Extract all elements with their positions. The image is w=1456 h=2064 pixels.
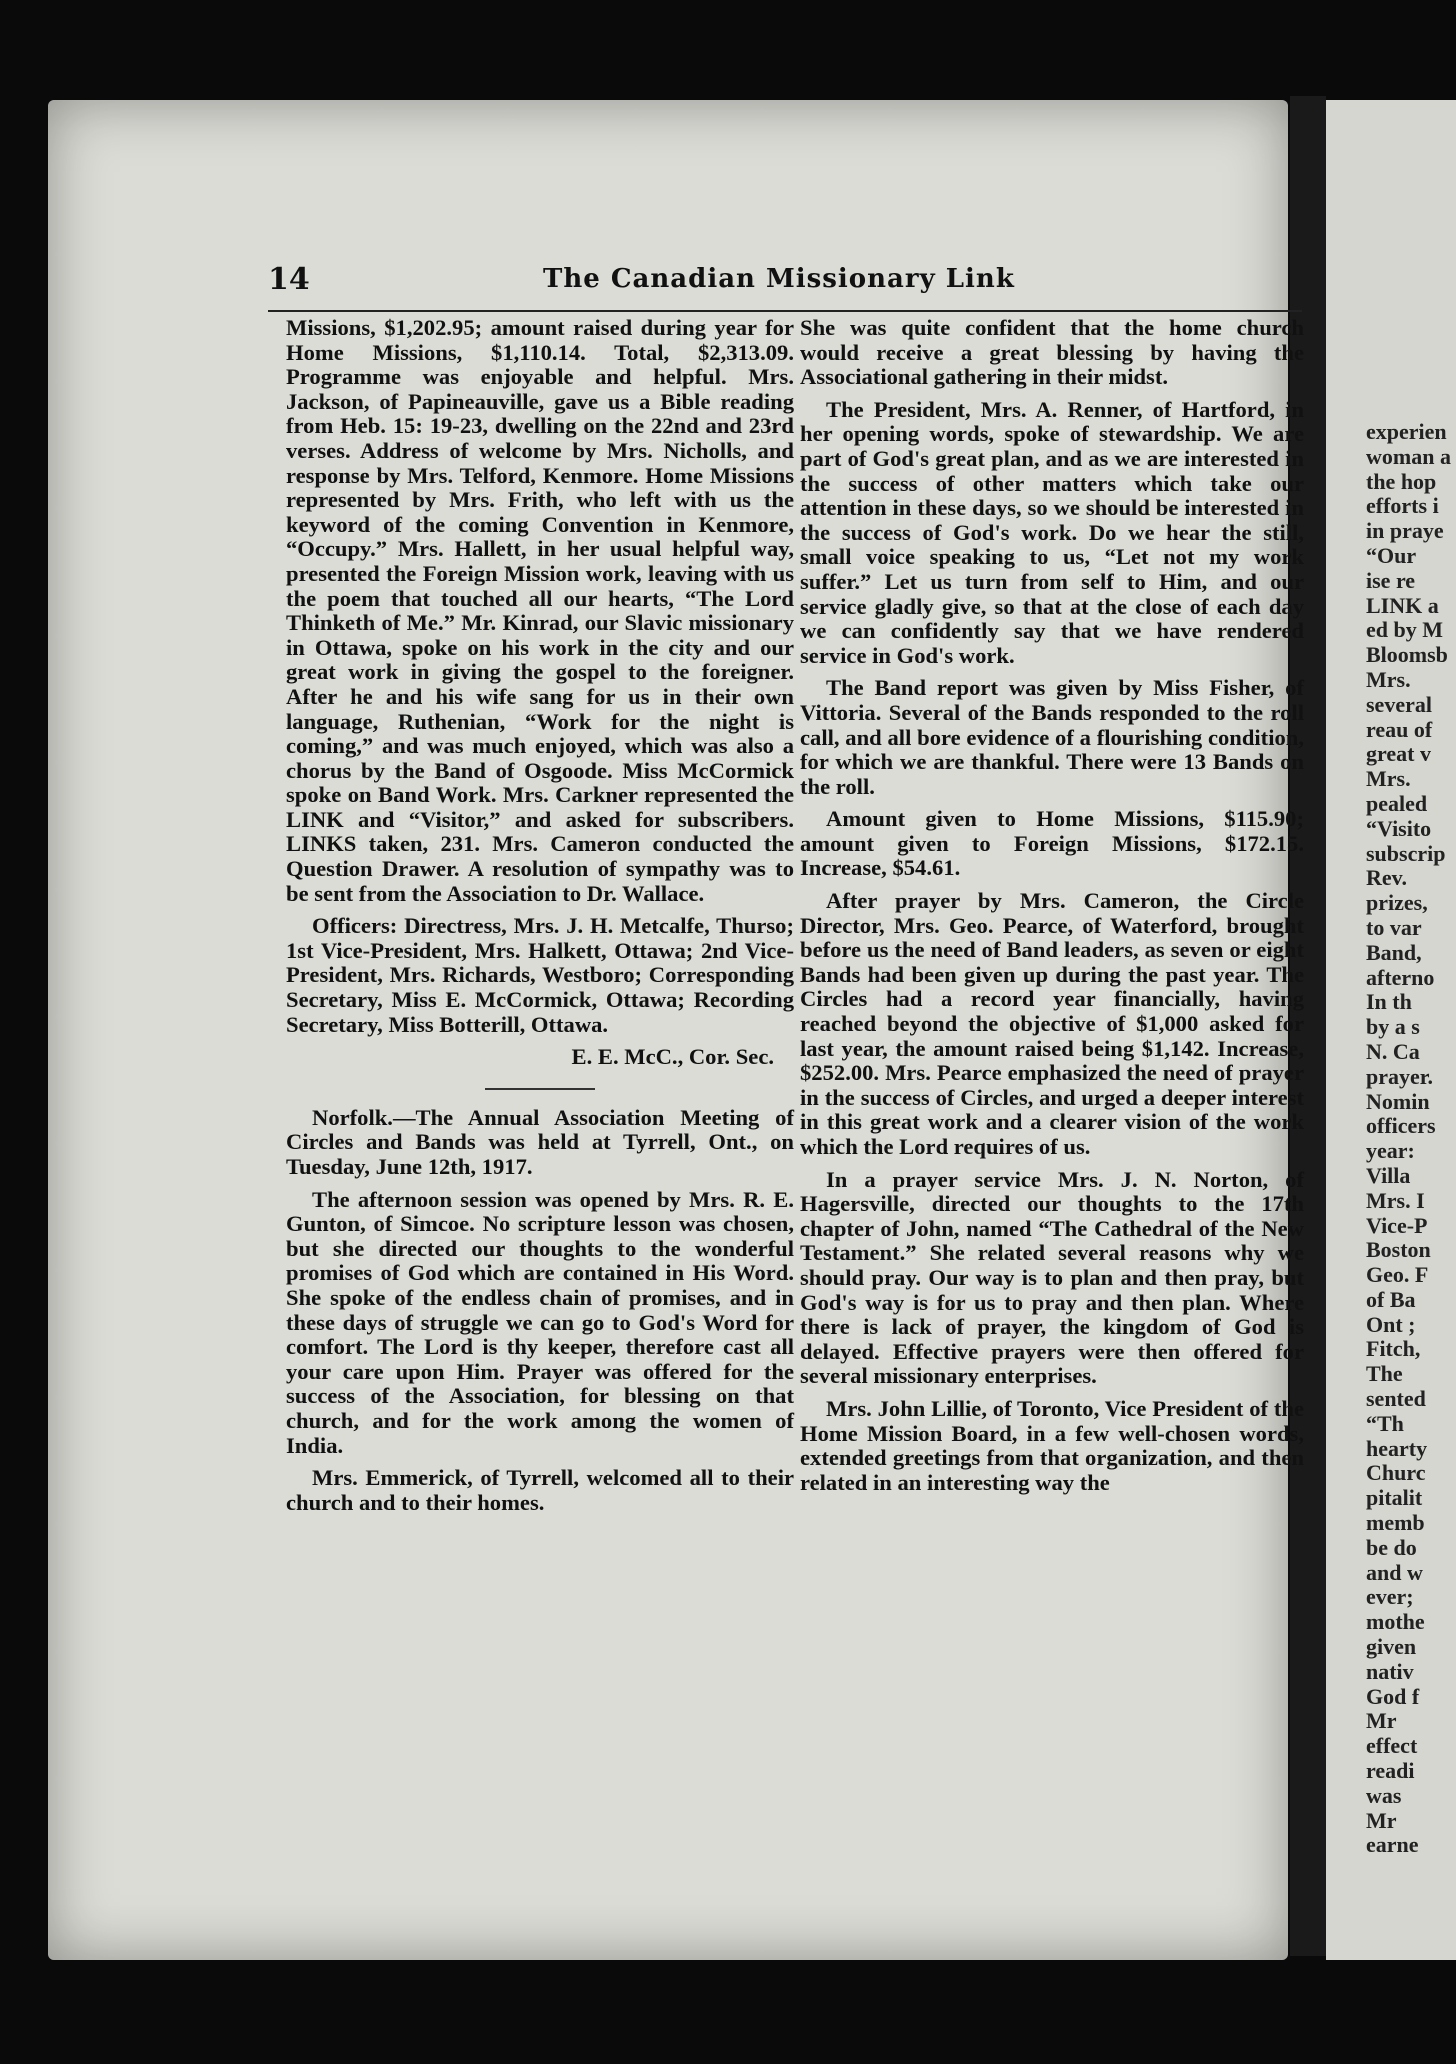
fragment-line: Boston <box>1366 1237 1431 1263</box>
fragment-line: hearty <box>1366 1435 1428 1461</box>
paragraph: Mrs. John Lillie, of Toronto, Vice President of the Home Mission Board, in a few well-chosen words, extended greetings from that organization, and then related in an interesting way the <box>800 1395 1304 1495</box>
fragment-line: of Ba <box>1366 1286 1416 1312</box>
fragment-line: Band, <box>1366 939 1422 965</box>
fragment-line: The <box>1366 1361 1403 1387</box>
paragraph: Officers: Directress, Mrs. J. H. Metcalfe, Thurso; 1st Vice-President, Mrs. Halkett, Ottawa; 2nd Vice-President, Mrs. Richards, Westboro; Corresponding Secretary, Miss E. McCormick, Ottawa; Recording Secretary, Miss Botterill, Ottawa. <box>286 913 794 1037</box>
signature: E. E. McC., Cor. Sec. <box>571 1044 774 1070</box>
fragment-line: be do <box>1366 1534 1417 1560</box>
facing-page-fragments <box>1326 100 1456 1858</box>
paragraph: She was quite confident that the home church would receive a great blessing by having the Associational gathering in their midst. <box>800 315 1304 390</box>
fragment-line: Fitch, <box>1366 1336 1421 1362</box>
fragment-line: afterno <box>1366 964 1435 990</box>
paragraph: The President, Mrs. A. Renner, of Hartford, in her opening words, spoke of stewardship. We are part of God's great plan, and as we are interested in the success of other matters which take our attention in these days, so we should be interested in the success of God's work. Do we hear the still, small voice speaking to us, “Let not my work suffer.” Let us turn from self to Him, and our service gladly give, so that at the close of each day we can confidently say that we have rendered service in God's work. <box>800 396 1304 668</box>
paragraph: In a prayer service Mrs. J. N. Norton, of Hagersville, directed our thoughts to the 17th chapter of John, named “The Cathedral of the New Testament.” She related several reasons why we should pray. Our way is to plan and then pray, but God's way is for us to pray and then plan. Where there is lack of prayer, the kingdom of God is delayed. Effective prayers were then offered for several missionary enterprises. <box>800 1166 1304 1389</box>
running-title: The Canadian Missionary Link <box>543 264 1015 294</box>
fragment-line: Ont ; <box>1366 1311 1416 1337</box>
fragment-line: Nomin <box>1366 1088 1430 1114</box>
fragment-line: pitalit <box>1366 1485 1423 1511</box>
fragment-line: Mrs. <box>1366 666 1411 692</box>
fragment-line: the hop <box>1366 468 1437 494</box>
fragment-line: pealed <box>1366 790 1428 816</box>
header-rule <box>268 310 1302 312</box>
page-header <box>268 262 1302 302</box>
fragment-line: Mrs. <box>1366 766 1411 792</box>
fragment-line: subscrip <box>1366 840 1446 866</box>
fragment-line: “Our <box>1366 542 1417 568</box>
fragment-line: reau of <box>1366 716 1433 742</box>
paragraph: The Band report was given by Miss Fisher, of Vittoria. Several of the Bands responded to the roll call, and all bore evidence of a flourishing condition, for which we are thankful. There were 13 Bands on the roll. <box>800 675 1304 799</box>
paragraph: After prayer by Mrs. Cameron, the Circle Director, Mrs. Geo. Pearce, of Waterford, brought before us the need of Band leaders, as seven or eight Bands had been given up during the past year. The Circles had a record year financially, having reached beyond the objective of $1,000 asked for last year, the amount raised being $1,142. Increase, $252.00. Mrs. Pearce emphasized the need of prayer in the success of Circles, and urged a deeper interest in this great work and a clearer vision of the work which the Lord requires of us. <box>800 888 1304 1159</box>
fragment-line: LINK a <box>1366 592 1439 618</box>
fragment-line: mothe <box>1366 1609 1425 1635</box>
fragment-line: sented <box>1366 1386 1426 1412</box>
fragment-line: nativ <box>1366 1658 1414 1684</box>
paragraph: Norfolk.—The Annual Association Meeting of Circles and Bands was held at Tyrrell, Ont., on Tuesday, June 12th, 1917. <box>286 1104 794 1179</box>
fragment-line: in praye <box>1366 518 1444 544</box>
fragment-line: “Th <box>1366 1410 1404 1436</box>
fragment-line: experien <box>1366 419 1447 444</box>
fragment-line: was <box>1366 1782 1402 1808</box>
fragment-line: readi <box>1366 1758 1415 1784</box>
fragment-line: Mr <box>1366 1807 1397 1833</box>
paragraph: Mrs. Emmerick, of Tyrrell, welcomed all to their church and to their homes. <box>286 1465 794 1515</box>
fragment-line: N. Ca <box>1366 1038 1420 1064</box>
fragment-line: to var <box>1366 914 1422 940</box>
paragraph: Amount given to Home Missions, $115.90; amount given to Foreign Missions, $172.15. Increase, $54.61. <box>800 806 1304 881</box>
fragment-line: efforts i <box>1366 493 1439 519</box>
fragment-line: earne <box>1366 1832 1419 1858</box>
fragment-line: several <box>1366 691 1432 717</box>
fragment-line: prayer. <box>1366 1063 1434 1089</box>
fragment-line: Bloomsb <box>1366 642 1448 668</box>
fragment-line: memb <box>1366 1510 1425 1536</box>
fragment-line: year: <box>1366 1138 1415 1164</box>
fragment-line: “Visito <box>1366 815 1432 841</box>
fragment-line: In th <box>1366 989 1412 1015</box>
fragment-line: great v <box>1366 741 1431 767</box>
fragment-line: officers <box>1366 1113 1436 1139</box>
section-divider <box>485 1088 595 1090</box>
fragment-line: God f <box>1366 1683 1420 1709</box>
fragment-line: effect <box>1366 1733 1418 1759</box>
fragment-line: ed by M <box>1366 617 1443 643</box>
fragment-line: by a s <box>1366 1014 1420 1040</box>
fragment-line: Mr <box>1366 1708 1397 1734</box>
fragment-line: ise re <box>1366 567 1416 593</box>
right-column <box>800 316 1304 1503</box>
fragment-line: Rev. <box>1366 865 1407 891</box>
page-number: 14 <box>268 262 310 297</box>
facing-page <box>1326 100 1456 1960</box>
paragraph: The afternoon session was opened by Mrs. R. E. Gunton, of Simcoe. No scripture lesson was chosen, but she directed our thoughts to the wonderful promises of God which are contained in His Word. She spoke of the endless chain of promises, and in these days of struggle we can go to God's Word for comfort. The Lord is thy keeper, therefore cast all your care upon Him. Prayer was offered for the success of the Association, for blessing on that church, and for the work among the women of India. <box>286 1186 794 1458</box>
fragment-line: prizes, <box>1366 890 1428 916</box>
fragment-line: Mrs. I <box>1366 1187 1425 1213</box>
fragment-line: ever; <box>1366 1584 1414 1610</box>
fragment-line: given <box>1366 1634 1417 1660</box>
fragment-line: woman a <box>1366 443 1451 469</box>
fragment-line: Churc <box>1366 1460 1426 1486</box>
fragment-line: Vice-P <box>1366 1212 1428 1238</box>
fragment-line: and w <box>1366 1559 1423 1585</box>
paragraph: Missions, $1,202.95; amount raised during year for Home Missions, $1,110.14. Total, $2,313.09. Programme was enjoyable and helpful. Mrs. Jackson, of Papineauville, gave us a Bible reading from Heb. 15: 19-23, dwelling on the 22nd and 23rd verses. Address of welcome by Mrs. Nicholls, and response by Mrs. Telford, Kenmore. Home Missions represented by Mrs. Frith, who left with us the keyword of the coming Convention in Kenmore, “Occupy.” Mrs. Hallett, in her usual helpful way, presented the Foreign Mission work, leaving with us the poem that touched all our hearts, “The Lord Thinketh of Me.” Mr. Kinrad, our Slavic missionary in Ottawa, spoke on his work in the city and our great work in giving the gospel to the foreigner. After he and his wife sang for us in their own language, Ruthenian, “Work for the night is coming,” and was much enjoyed, which was also a chorus by the Band of Osgoode. Miss McCormick spoke on Band Work. Mrs. Carkner represented the LINK and “Visitor,” and asked for subscribers. LINKS taken, 231. Mrs. Cameron conducted the Question Drawer. A resolution of sympathy was to be sent from the Association to Dr. Wallace. <box>286 315 794 906</box>
fragment-line: Villa <box>1366 1162 1411 1188</box>
fragment-line: Geo. F <box>1366 1262 1429 1288</box>
left-column <box>286 316 794 1523</box>
